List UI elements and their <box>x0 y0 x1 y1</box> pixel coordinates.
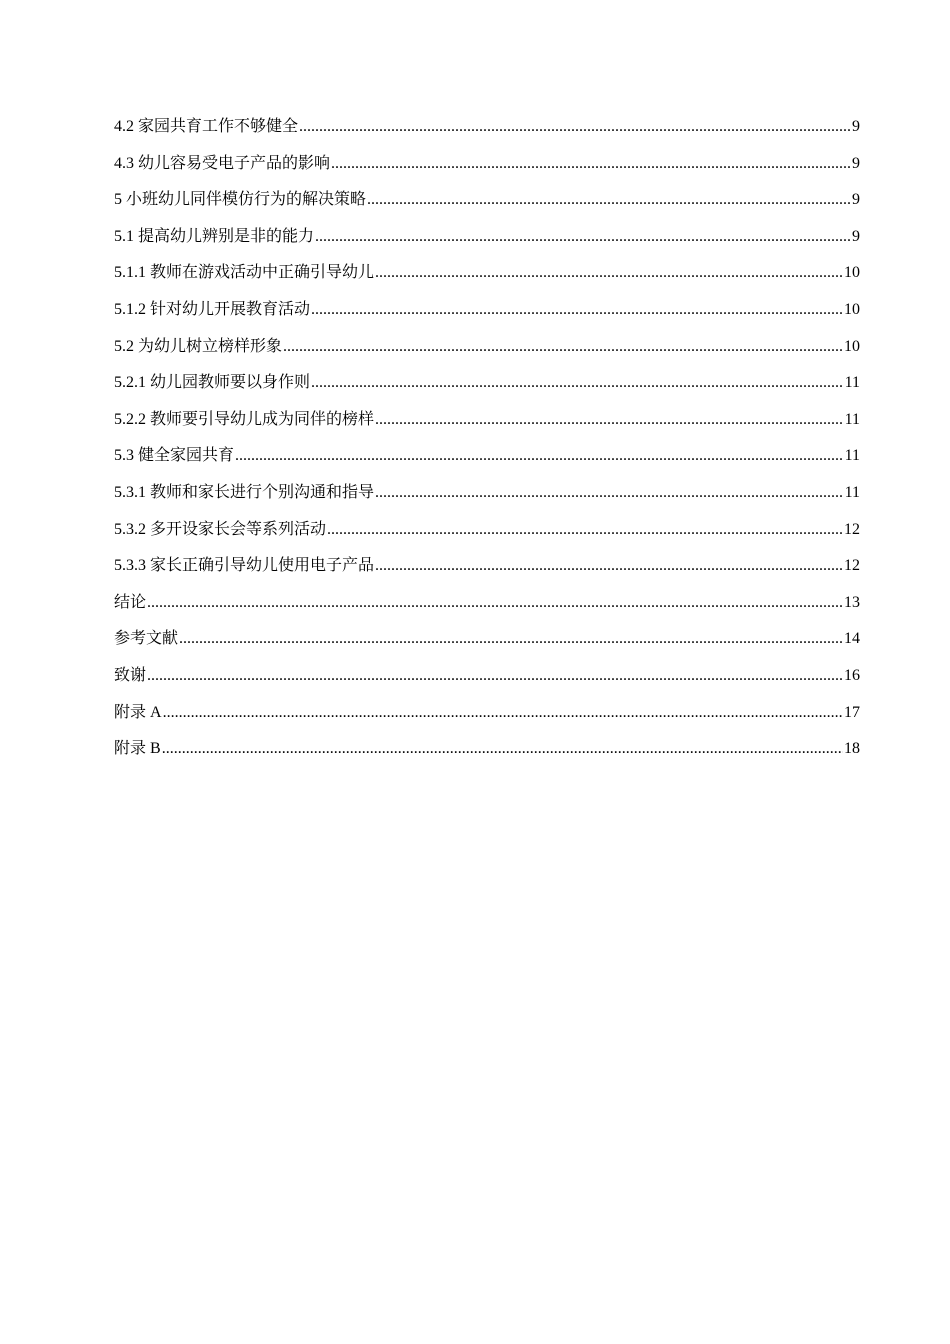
toc-entry-title: 参考文献 <box>114 630 179 648</box>
toc-entry-title: 4.3 幼儿容易受电子产品的影响 <box>114 154 331 172</box>
toc-entry-page: 13 <box>844 593 860 611</box>
toc-entry[interactable] <box>114 695 860 732</box>
toc-dot-leader <box>375 255 843 292</box>
toc-entry-title: 5.3.1 教师和家长进行个别沟通和指导 <box>114 483 375 501</box>
toc-entry[interactable] <box>114 292 860 329</box>
toc-dot-leader <box>147 658 843 695</box>
toc-entry-page: 18 <box>844 740 860 758</box>
toc-entry[interactable] <box>114 585 860 622</box>
toc-entry-page: 17 <box>844 703 860 721</box>
toc-entry[interactable] <box>114 548 860 585</box>
toc-entry-page: 10 <box>844 300 860 318</box>
toc-entry[interactable] <box>114 402 860 439</box>
toc-dot-leader <box>375 548 843 585</box>
toc-entry-page: 16 <box>844 666 860 684</box>
toc-entry-page: 12 <box>844 557 860 575</box>
toc-entry[interactable] <box>114 219 860 256</box>
toc-entry[interactable] <box>114 255 860 292</box>
toc-entry[interactable] <box>114 146 860 183</box>
toc-dot-leader <box>367 182 851 219</box>
table-of-contents <box>114 109 860 768</box>
toc-entry-page: 9 <box>852 191 860 209</box>
toc-entry[interactable] <box>114 438 860 475</box>
toc-entry-title: 附录 B <box>114 740 161 758</box>
toc-dot-leader <box>299 109 851 146</box>
toc-entry-title: 5.1 提高幼儿辨别是非的能力 <box>114 227 315 245</box>
toc-entry-page: 10 <box>844 264 860 282</box>
toc-entry-page: 11 <box>844 483 860 501</box>
toc-entry-title: 5.3.3 家长正确引导幼儿使用电子产品 <box>114 557 375 575</box>
toc-dot-leader <box>375 475 844 512</box>
toc-entry[interactable] <box>114 731 860 768</box>
toc-entry[interactable] <box>114 365 860 402</box>
toc-dot-leader <box>283 329 843 366</box>
toc-entry[interactable] <box>114 109 860 146</box>
toc-dot-leader <box>315 219 851 256</box>
toc-entry-page: 11 <box>844 374 860 392</box>
toc-dot-leader <box>235 438 844 475</box>
toc-entry-page: 9 <box>852 154 860 172</box>
toc-entry-page: 9 <box>852 227 860 245</box>
toc-entry-page: 10 <box>844 337 860 355</box>
toc-dot-leader <box>311 365 844 402</box>
toc-dot-leader <box>327 512 843 549</box>
toc-entry-title: 4.2 家园共育工作不够健全 <box>114 118 299 135</box>
toc-entry-title: 附录 A <box>114 703 162 721</box>
toc-entry-title: 5.3 健全家园共育 <box>114 447 235 465</box>
toc-dot-leader <box>163 695 843 732</box>
toc-entry[interactable] <box>114 475 860 512</box>
toc-entry[interactable] <box>114 658 860 695</box>
toc-entry-title: 5.2.2 教师要引导幼儿成为同伴的榜样 <box>114 410 375 428</box>
toc-dot-leader <box>147 585 843 622</box>
toc-entry-title: 5.3.2 多开设家长会等系列活动 <box>114 520 327 538</box>
toc-dot-leader <box>375 402 844 439</box>
toc-entry-title: 5.2 为幼儿树立榜样形象 <box>114 337 283 355</box>
toc-entry[interactable] <box>114 621 860 658</box>
toc-dot-leader <box>179 621 843 658</box>
toc-entry-title: 5.1.1 教师在游戏活动中正确引导幼儿 <box>114 264 375 282</box>
toc-entry-title: 5.1.2 针对幼儿开展教育活动 <box>114 300 311 318</box>
toc-dot-leader <box>162 731 843 768</box>
toc-entry-page: 12 <box>844 520 860 538</box>
toc-dot-leader <box>311 292 843 329</box>
toc-entry-page: 11 <box>844 410 860 428</box>
toc-dot-leader <box>331 146 851 183</box>
toc-entry-page: 9 <box>852 118 860 135</box>
toc-entry-title: 致谢 <box>114 666 147 684</box>
toc-entry-page: 11 <box>844 447 860 465</box>
toc-entry-page: 14 <box>844 630 860 648</box>
toc-entry[interactable] <box>114 512 860 549</box>
toc-entry-title: 5.2.1 幼儿园教师要以身作则 <box>114 374 311 392</box>
toc-entry-title: 结论 <box>114 593 147 611</box>
toc-entry[interactable] <box>114 182 860 219</box>
toc-entry[interactable] <box>114 329 860 366</box>
toc-entry-title: 5 小班幼儿同伴模仿行为的解决策略 <box>114 191 367 209</box>
